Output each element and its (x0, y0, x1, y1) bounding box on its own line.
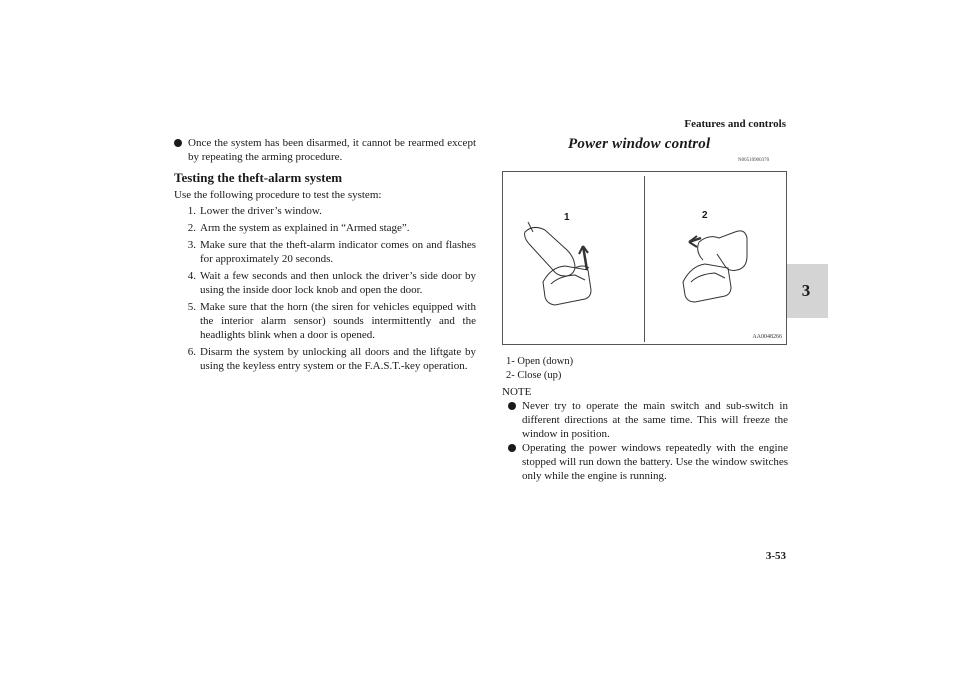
reference-code: N00510900370 (738, 158, 770, 163)
figure-code: AA0048266 (752, 334, 782, 340)
note-text: Never try to operate the main switch and sub-switch in different directions at the same time. This will freeze the window in position. (522, 400, 788, 440)
step-number: 3. (187, 239, 196, 251)
step-text: Disarm the system by unlocking all doors and the liftgate by using the keyless entry system or the F.A.S.T.-key operation. (200, 346, 476, 372)
note-item (508, 399, 788, 441)
figure-captions (506, 355, 573, 383)
list-item (174, 238, 476, 266)
note-label: NOTE (502, 386, 532, 398)
list-item (174, 345, 476, 373)
page-title: Power window control (568, 136, 711, 152)
step-text: Wait a few seconds and then unlock the driver’s side door by using the inside door lock knob and open the door. (200, 270, 476, 296)
step-text: Lower the driver’s window. (200, 205, 322, 217)
left-column (174, 136, 476, 376)
window-switch-illustration (502, 171, 787, 345)
section-heading: Testing the theft-alarm system (174, 170, 343, 185)
callout-2: 2 (702, 210, 708, 221)
note-item (508, 441, 788, 483)
open-down-illustration (525, 222, 591, 305)
callout-1: 1 (564, 212, 570, 223)
step-text: Make sure that the theft-alarm indicator comes on and flashes for approximately 20 seconds. (200, 239, 476, 265)
caption-2: 2- Close (up) (506, 370, 562, 381)
bullet-icon (508, 444, 516, 452)
steps-list (174, 204, 476, 373)
caption-1: 1- Open (down) (506, 356, 574, 367)
bullet-icon (508, 402, 516, 410)
step-number: 5. (187, 301, 196, 313)
note-block (502, 385, 788, 483)
step-number: 4. (187, 270, 196, 282)
page-number: 3-53 (765, 550, 786, 562)
list-item (174, 300, 476, 342)
list-item (174, 269, 476, 297)
step-text: Make sure that the horn (the siren for vehicles equipped with the interior alarm sensor) sounds intermittently and the headlights blink when a door is opened. (200, 301, 476, 341)
panel-divider (644, 176, 645, 342)
bullet-icon (174, 139, 182, 147)
switch-illustration-svg (503, 172, 788, 346)
close-up-illustration (683, 231, 747, 302)
section-header: Features and controls (684, 118, 786, 130)
procedure-intro: Use the following procedure to test the system: (174, 189, 382, 201)
step-text: Arm the system as explained in “Armed stage”. (200, 222, 410, 234)
step-number: 1. (187, 205, 196, 217)
intro-bullet-text: Once the system has been disarmed, it cannot be rearmed except by repeating the arming procedure. (188, 137, 476, 163)
step-number: 2. (187, 222, 196, 234)
note-text: Operating the power windows repeatedly with the engine stopped will run down the battery. Use the window switches only while the engine is running. (522, 442, 788, 482)
intro-bullet (174, 136, 476, 164)
chapter-tab: 3 (784, 264, 828, 318)
list-item (174, 204, 476, 218)
step-number: 6. (187, 346, 196, 358)
list-item (174, 221, 476, 235)
